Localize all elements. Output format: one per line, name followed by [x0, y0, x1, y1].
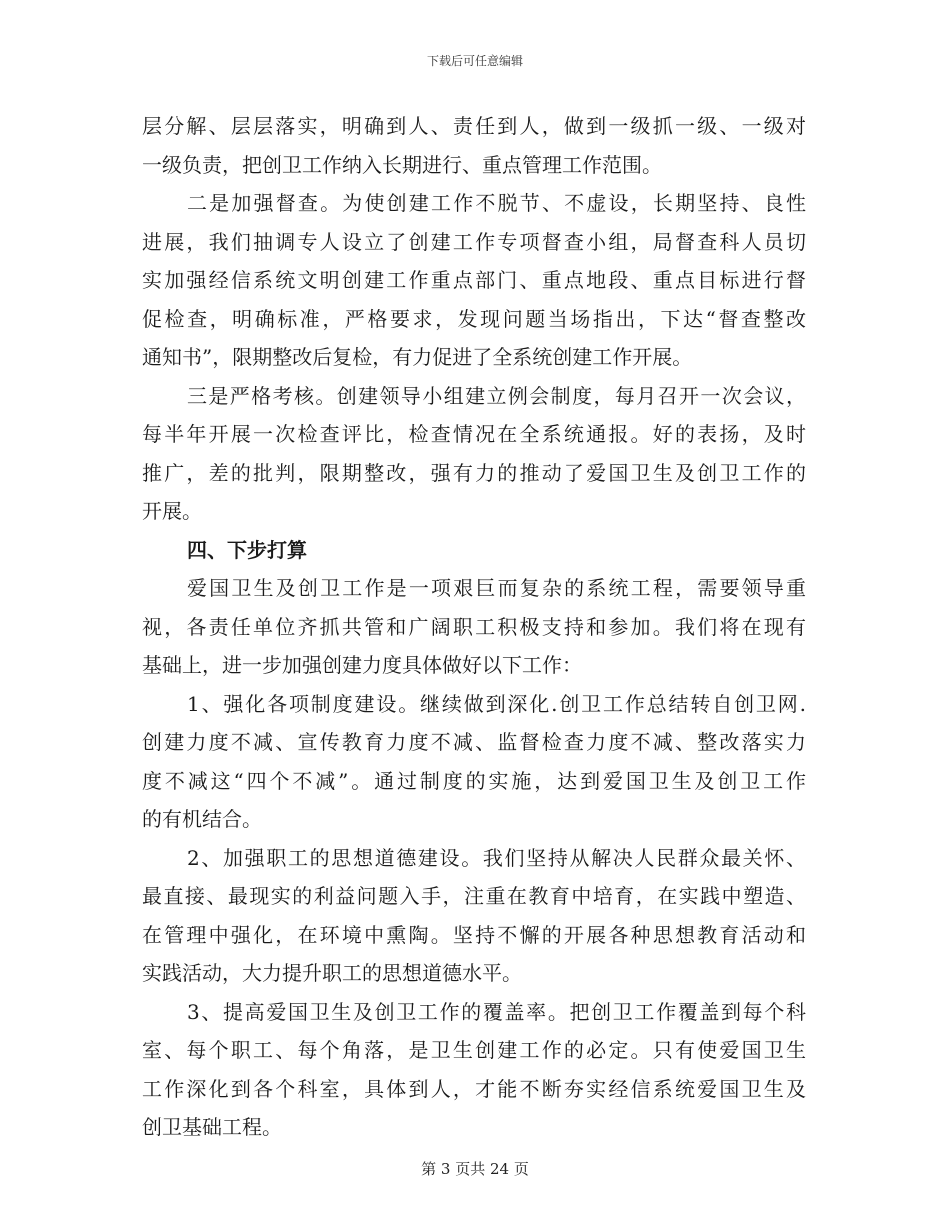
text-line: 1、强化各项制度建设。继续做到深化.创卫工作总结转自创卫网.: [187, 691, 806, 716]
page-header: 下载后可任意编辑: [426, 54, 523, 68]
text-line: 度不减这“四个不减”。通过制度的实施，达到爱国卫生及创卫工作: [142, 768, 806, 793]
text-line: 爱国卫生及创卫工作是一项艰巨而复杂的系统工程，需要领导重: [187, 576, 806, 600]
text-line: 每半年开展一次检查评比，检查情况在全系统通报。好的表扬，及时: [142, 422, 806, 446]
text-line: 二是加强督查。为使创建工作不脱节、不虚设，长期坚持、良性: [187, 191, 806, 215]
text-line: 促检查，明确标准，严格要求，发现问题当场指出，下达“督查整改: [142, 306, 806, 331]
text-line: 三是严格考核。创建领导小组建立例会制度，每月召开一次会议，: [187, 383, 806, 408]
text-line: 在管理中强化，在环境中熏陶。坚持不懈的开展各种思想教育活动和: [142, 922, 806, 947]
text-line: 推广，差的批判，限期整改，强有力的推动了爱国卫生及创卫工作的: [142, 460, 806, 485]
text-line: 3、提高爱国卫生及创卫工作的覆盖率。把创卫工作覆盖到每个科: [187, 999, 806, 1024]
text-line: 基础上，进一步加强创建力度具体做好以下工作：: [142, 653, 582, 677]
text-line: 通知书”，限期整改后复检，有力促进了全系统创建工作开展。: [142, 345, 693, 369]
text-line: 视，各责任单位齐抓共管和广阔职工积极支持和参加。我们将在现有: [142, 614, 806, 639]
text-line: 工作深化到各个科室，具体到人，才能不断夯实经信系统爱国卫生及: [142, 1076, 806, 1101]
text-line: 一级负责，把创卫工作纳入长期进行、重点管理工作范围。: [142, 152, 662, 177]
text-line: 的有机结合。: [142, 807, 262, 831]
text-line: 层分解、层层落实，明确到人、责任到人，做到一级抓一级、一级对: [142, 114, 806, 138]
text-line: 进展，我们抽调专人设立了创建工作专项督查小组，局督查科人员切: [142, 229, 806, 254]
text-line: 实加强经信系统文明创建工作重点部门、重点地段、重点目标进行督: [142, 268, 806, 292]
text-line: 最直接、最现实的利益问题入手，注重在教育中培育，在实践中塑造、: [142, 884, 806, 908]
page-footer: 第 3 页共 24 页: [421, 1160, 529, 1178]
text-line: 实践活动，大力提升职工的思想道德水平。: [142, 961, 522, 985]
text-line: 2、加强职工的思想道德建设。我们坚持从解决人民群众最关怀、: [187, 845, 806, 870]
text-line: 创卫基础工程。: [142, 1115, 282, 1139]
text-line: 创建力度不减、宣传教育力度不减、监督检查力度不减、整改落实力: [142, 730, 806, 754]
document-body: [142, 107, 806, 1147]
text-line: 开展。: [142, 499, 202, 523]
section-heading: 四、下步打算: [187, 537, 307, 562]
text-line: 室、每个职工、每个角落，是卫生创建工作的必定。只有使爱国卫生: [142, 1038, 806, 1062]
